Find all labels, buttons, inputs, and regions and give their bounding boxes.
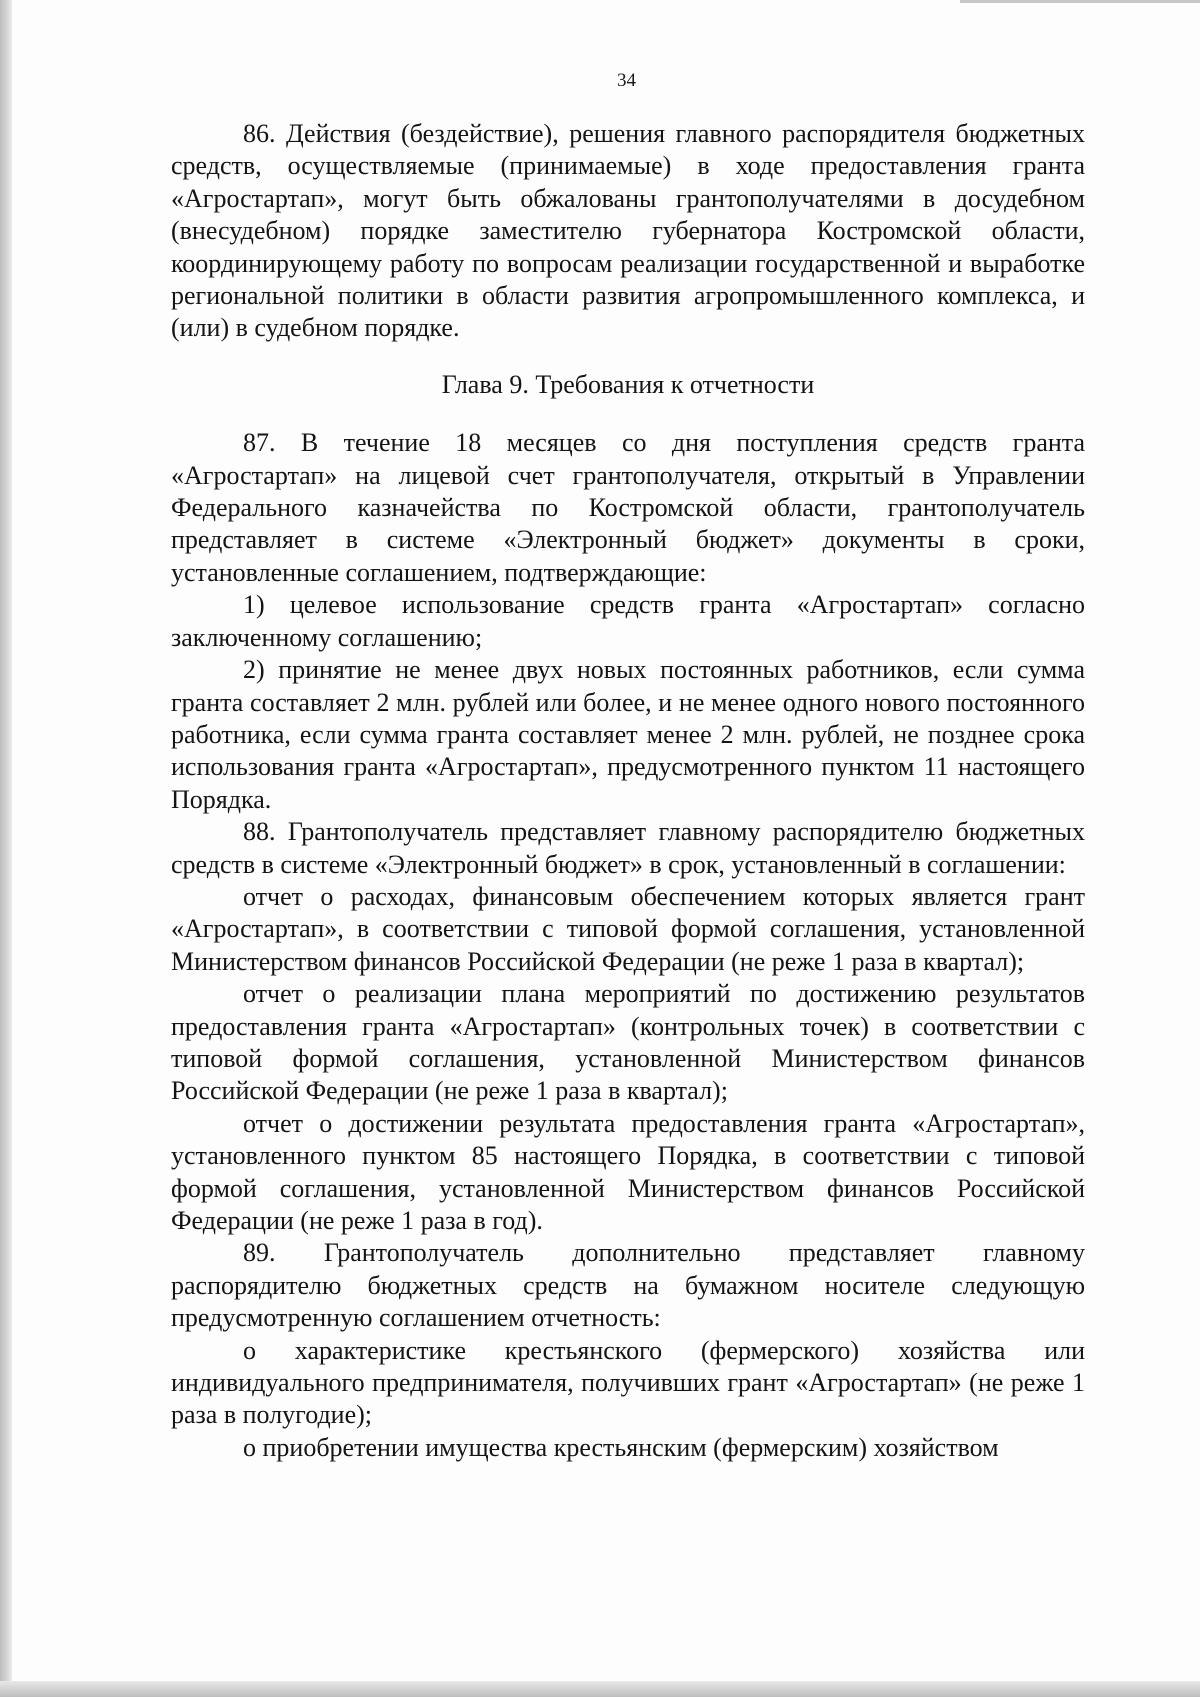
scan-edge-bottom: [0, 1681, 1200, 1697]
scan-edge-top: [960, 0, 1200, 3]
paragraph-88-report-3: отчет о достижении результата предоставления гранта «Агростартап», установленного пунктом 85 настоящего Порядка, в соответствии с типовой формой соглашения, установленной Министерством финансов Российской Федерации (не реже 1 раза в год).: [171, 1108, 1085, 1235]
chapter-heading: Глава 9. Требования к отчетности: [441, 369, 815, 399]
paragraph-89-item-1: о характеристике крестьянского (фермерского) хозяйства или индивидуального предпринимателя, получивших грант «Агростартап» (не реже 1 раза в полугодие);: [171, 1335, 1085, 1430]
page-number: 34: [617, 70, 636, 91]
paragraph-89-item-2: о приобретении имущества крестьянским (фермерским) хозяйством: [243, 1432, 999, 1462]
document-body: [171, 118, 1085, 1464]
paragraph-88-report-1: отчет о расходах, финансовым обеспечением которых является грант «Агростартап», в соответствии с типовой формой соглашения, установленной Министерством финансов Российской Федерации (не реже 1 раза в квартал);: [171, 881, 1085, 976]
paragraph-87-item-1: 1) целевое использование средств гранта «Агростартап» согласно заключенному соглашению;: [171, 590, 1085, 652]
paragraph-87: 87. В течение 18 месяцев со дня поступления средств гранта «Агростартап» на лицевой счет грантополучателя, открытый в Управлении Федерального казначейства по Костромской области, грантополучатель представляет в системе «Электронный бюджет» документы в сроки, установленные соглашением, подтверждающие:: [171, 428, 1085, 587]
paragraph-89: 89. Грантополучатель дополнительно представляет главному распорядителю бюджетных средств на бумажном носителе следующую предусмотренную соглашением отчетность:: [171, 1238, 1085, 1333]
paragraph-87-item-2: 2) принятие не менее двух новых постоянных работников, если сумма гранта составляет 2 млн. рублей или более, и не менее одного нового постоянного работника, если сумма гранта составляет менее 2 млн. рублей, не позднее срока использования гранта «Агростартап», предусмотренного пунктом 11 настоящего Порядка.: [171, 655, 1085, 814]
paragraph-88-report-2: отчет о реализации плана мероприятий по достижению результатов предоставления гранта «Агростартап» (контрольных точек) в соответствии с типовой формой соглашения, установленной Министерством финансов Российской Федерации (не реже 1 раза в квартал);: [171, 979, 1085, 1106]
paragraph-86: 86. Действия (бездействие), решения главного распорядителя бюджетных средств, осуществляемые (принимаемые) в ходе предоставления гранта «Агростартап», могут быть обжалованы грантополучателями в досудебном (внесудебном) порядке заместителю губернатора Костромской области, координирующему работу по вопросам реализации государственной и выработке региональной политики в области развития агропромышленного комплекса, и (или) в судебном порядке.: [171, 119, 1085, 343]
scan-edge-left: [0, 0, 12, 1697]
paragraph-88: 88. Грантополучатель представляет главному распорядителю бюджетных средств в системе «Электронный бюджет» в срок, установленный в соглашении:: [171, 817, 1085, 879]
